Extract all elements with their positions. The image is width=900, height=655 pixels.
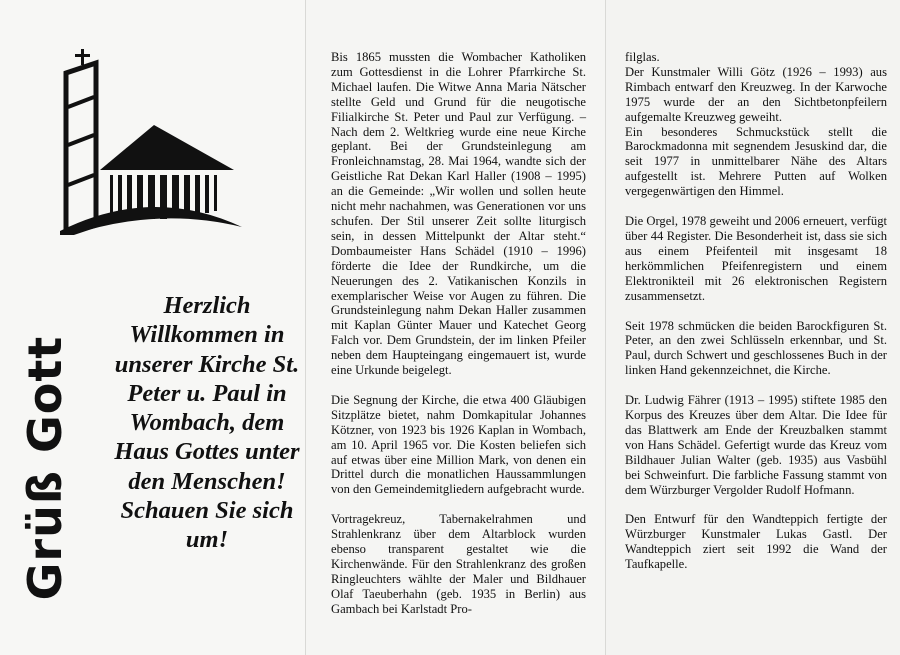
vertical-title: Grüß Gott [18,335,72,601]
paragraph: Die Orgel, 1978 geweiht und 2006 erneuert, verfügt über 44 Register. Die Besonderheit ist, dass sie sich aus einem Pfeifenteil mit insgesamt 18 herkömmlichen Pfeifenregistern und einem Elektronikteil mit 26 elektronischen Registern zusammensetzt. [625,214,887,303]
church-logo-icon [52,45,247,235]
fold-line-left [305,0,306,655]
paragraph: Vortragekreuz, Tabernakelrahmen und Strahlenkranz über dem Altarblock wurden ebenso transparent gestaltet wie die Kirchenwände. Für den Strahlenkranz des großen Ringleuchters wählte der Maler und Bildhauer Olaf Taeuberhahn (geb. 1935 in Berlin) aus Gambach bei Karlstadt Pro- [331,512,586,616]
middle-text-column [331,50,586,632]
paragraph: Den Entwurf für den Wandteppich fertigte der Würzburger Kunstmaler Lukas Gastl. Der Wandteppich ziert seit 1992 die Wand der Taufkapelle. [625,512,887,572]
fold-line-right [605,0,606,655]
paragraph: Ein besonderes Schmuckstück stellt die Barockmadonna mit segnendem Jesuskind dar, die seit 1977 in unmittelbarer Nähe des Altars aufgestellt ist. Mehrere Putten auf Wolken vergegenwärtigen den Himmel. [625,124,887,199]
paragraph: Seit 1978 schmücken die beiden Barockfiguren St. Peter, an den zwei Schlüsseln erkennbar, und St. Paul, durch Schwert und geschlossenes Buch in der linken Hand gekennzeichnet, die Kirche. [625,318,887,378]
paragraph: Die Segnung der Kirche, die etwa 400 Gläubigen Sitzplätze bietet, nahm Domkapitular Johannes Kötzner, von 1923 bis 1926 Kaplan in Wombach, am 10. April 1965 vor. Die Kosten beliefen sich auf etwas über eine Million Mark, von denen ein Drittel durch die monatlichen Haussammlungen von den Gemeindemitgliedern aufgebracht wurde. [331,392,586,497]
paragraph: Bis 1865 mussten die Wombacher Katholiken zum Gottesdienst in die Lohrer Pfarrkirche St. Michael laufen. Die Witwe Anna Maria Nätscher stellte Geld und Grund für die neugotische Filialkirche St. Peter und Paul zur Verfügung. – Nach dem 2. Weltkrieg wurde eine neue Kirche geplant. Bei der Grundsteinlegung am Fronleichnamstag, 28. Mai 1964, wandte sich der Geistliche Rat Dekan Karl Haller (1908 – 1995) an die Gemeinde: „Wir wollen und sollen heute nicht mehr nachahmen, was Generationen vor uns schufen. Der Stil unserer Zeit sollte liturgisch sein, in dessen Mittelpunkt der Altar steht.“ Dombaumeister Hans Schädel (1910 – 1996) förderte die Idee der Rundkirche, um die Neuerungen des 2. Vatikanischen Konzils in exemplarischer Weise vor Augen zu führen. Die Grundsteinlegung nahm Dekan Haller zusammen mit Kaplan Günter Mauer und Katechet Georg Falch vor. Dem Grundstein, der im linken Pfeiler neben dem Haupteingang eingemauert ist, wurde eine Urkunde beigelegt. [331,50,586,378]
right-text-column [625,50,887,587]
welcome-text: Herzlich Willkommen in unserer Kirche St. Peter u. Paul in Wombach, dem Haus Gottes unter den Menschen! Schauen Sie sich um! [114,292,300,554]
paragraph: filglas. [625,50,660,64]
paragraph: Dr. Ludwig Fährer (1913 – 1995) stiftete 1985 den Korpus des Kreuzes über dem Altar. Die Idee für das Blattwerk am Ende der Kreuzbalken stammt von Hans Schädel. Gefertigt wurde das Kreuz vom Bildhauer Julian Walter (geb. 1935) aus Vasbühl bei Schweinfurt. Die farbliche Fassung stammt von dem Würzburger Vergolder Rudolf Hofmann. [625,393,887,497]
paragraph: Der Kunstmaler Willi Götz (1926 – 1993) aus Rimbach entwarf den Kreuzweg. In der Karwoche 1975 wurde der an den Sichtbetonpfeilern aufgemalte Kreuzweg geweiht. [625,64,887,124]
